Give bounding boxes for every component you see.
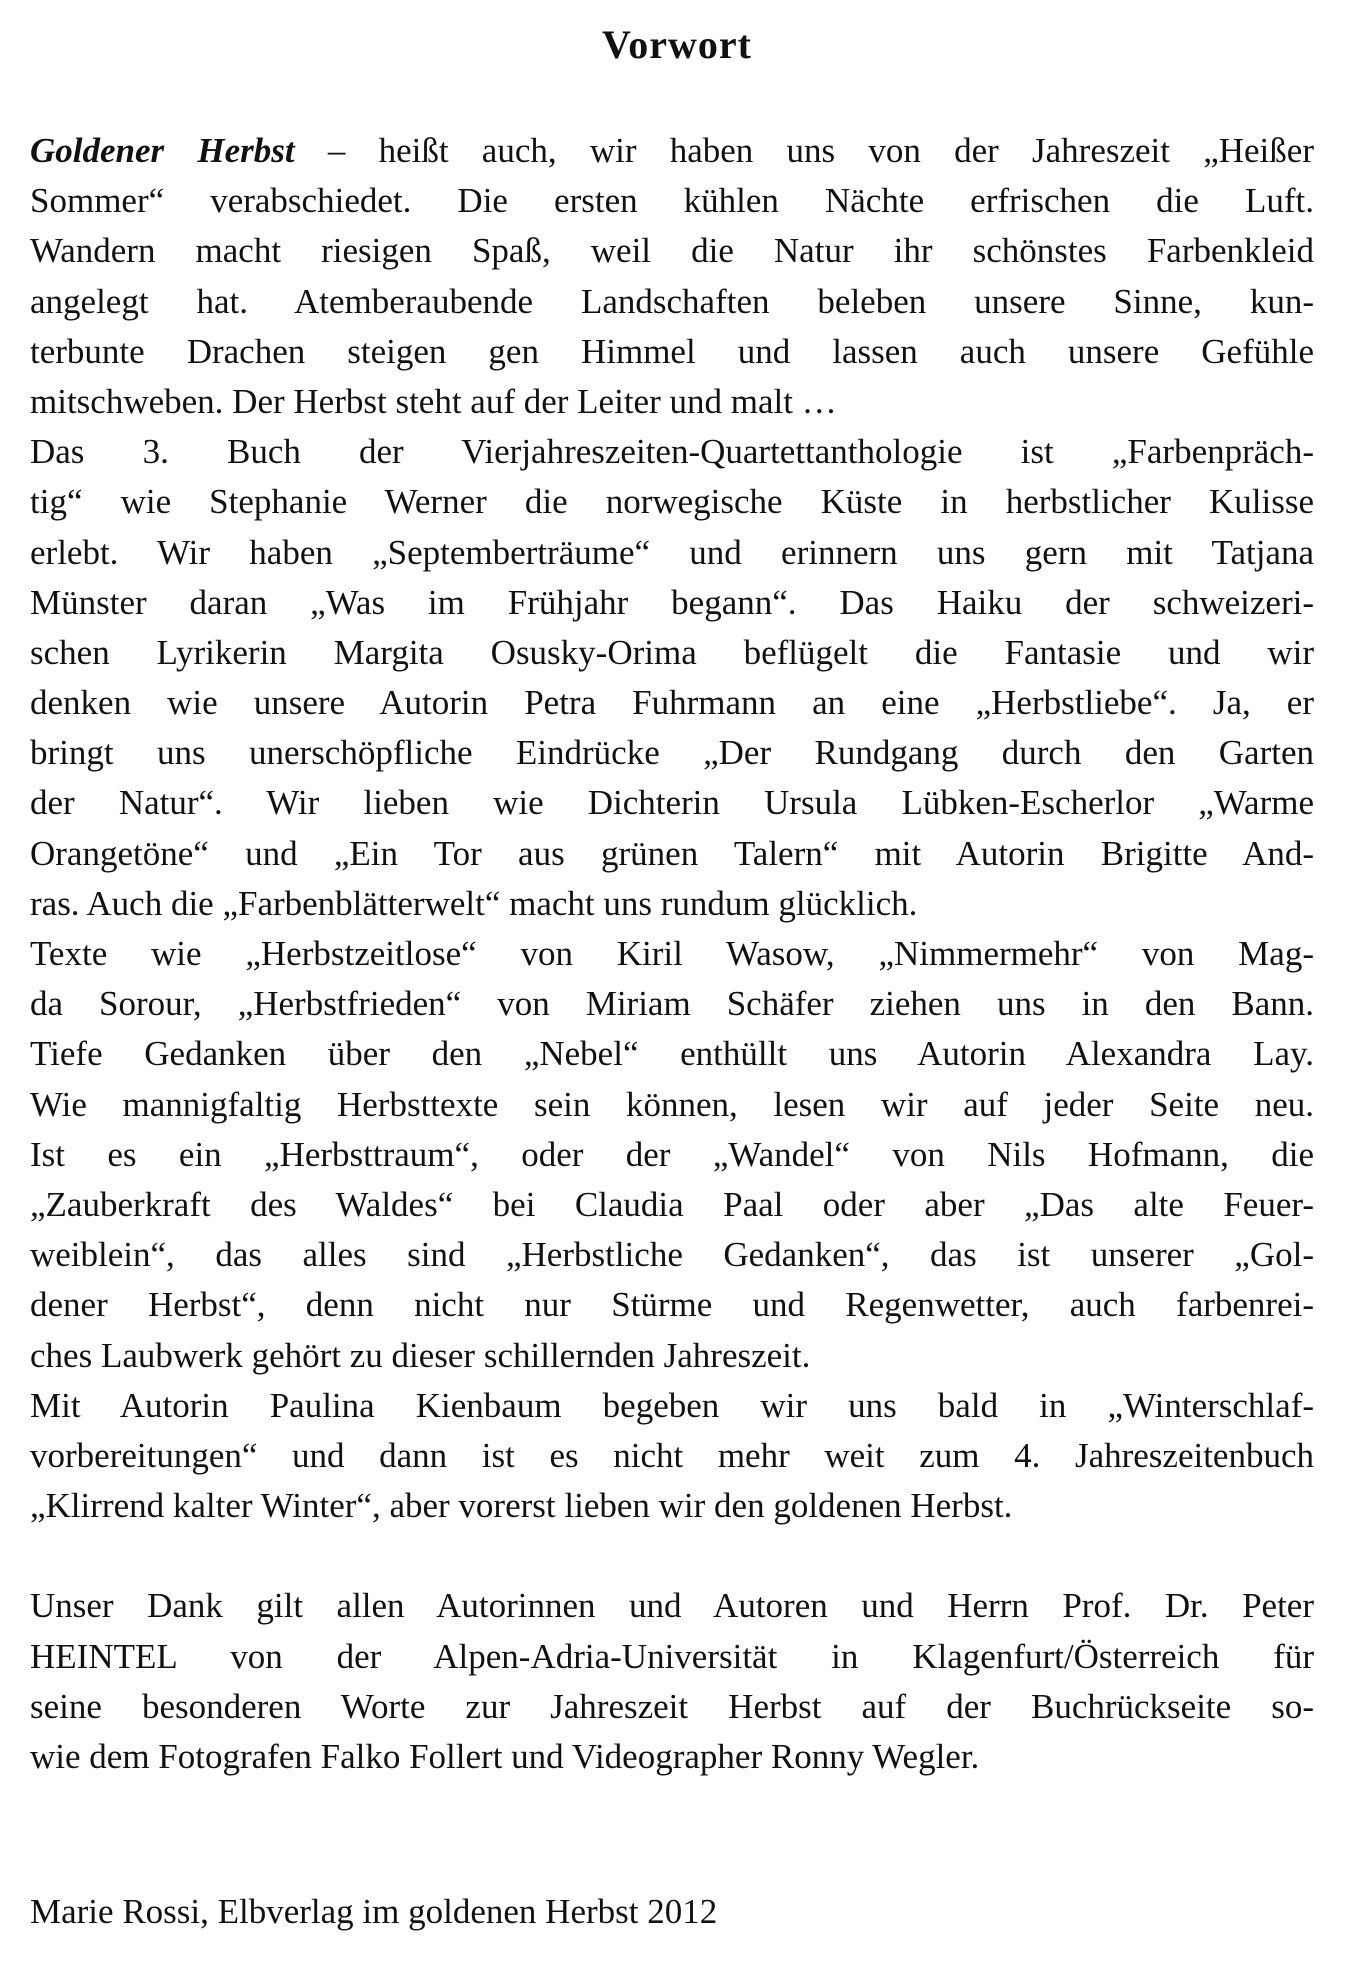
text-line: vorbereitungen“ und dann ist es nicht mehr weit zum 4. Jahreszeitenbuch [30,1435,1314,1475]
text-line: terbunte Drachen steigen gen Himmel und lassen auch unsere Gefühle [30,331,1314,371]
text-line: der Natur“. Wir lieben wie Dichterin Ursula Lübken-Escherlor „Warme [30,783,1314,823]
text-line: Mit Autorin Paulina Kienbaum begeben wir uns bald in „Winterschlaf- [30,1385,1314,1425]
text-line: „Zauberkraft des Waldes“ bei Claudia Paal oder aber „Das alte Feuer- [30,1184,1314,1224]
text-line: schen Lyrikerin Margita Osusky-Orima beflügelt die Fantasie und wir [30,632,1314,672]
document-body [30,126,1314,1937]
text-line: Das 3. Buch der Vierjahreszeiten-Quartettanthologie ist „Farbenpräch- [30,432,1314,472]
signature-line: Marie Rossi, Elbverlag im goldenen Herbst 2012 [30,1892,718,1932]
paragraph-outlook [30,1381,1314,1532]
text-line: ras. Auch die „Farbenblätterwelt“ macht uns rundum glücklich. [30,883,918,923]
text-line: Unser Dank gilt allen Autorinnen und Autoren und Herrn Prof. Dr. Peter [30,1586,1314,1626]
text-line: Sommer“ verabschiedet. Die ersten kühlen Nächte erfrischen die Luft. [30,181,1314,221]
lead-emphasis: Goldener Herbst [30,131,295,170]
text-line: Texte wie „Herbstzeitlose“ von Kiril Wasow, „Nimmermehr“ von Mag- [30,934,1314,973]
text-line: dener Herbst“, denn nicht nur Stürme und Regenwetter, auch farbenrei- [30,1285,1314,1325]
text-line: da Sorour, „Herbstfrieden“ von Miriam Schäfer ziehen uns in den Bann. [30,984,1314,1024]
text-line: bringt uns unerschöpfliche Eindrücke „Der Rundgang durch den Garten [30,733,1314,773]
text-line: Wie mannigfaltig Herbsttexte sein können, lesen wir auf jeder Seite neu. [30,1084,1314,1124]
text-line: angelegt hat. Atemberaubende Landschaften beleben unsere Sinne, kun- [30,281,1314,321]
paragraph-acknowledgements [30,1581,1314,1782]
paragraph-texts [30,929,1314,1381]
text-line: Ist es ein „Herbsttraum“, oder der „Wandel“ von Nils Hofmann, die [30,1134,1314,1174]
text-line: denken wie unsere Autorin Petra Fuhrmann an eine „Herbstliebe“. Ja, er [30,683,1314,723]
text-line: weiblein“, das alles sind „Herbstliche Gedanken“, das ist unserer „Gol- [30,1235,1314,1275]
paragraph-spacer [30,1782,1314,1887]
text-line: wie dem Fotografen Falko Follert und Videographer Ronny Wegler. [30,1737,980,1776]
text-line: ches Laubwerk gehört zu dieser schillernden Jahreszeit. [30,1335,811,1375]
paragraph-spacer [30,1531,1314,1581]
paragraph-book-contents [30,427,1314,929]
text-line: „Klirrend kalter Winter“, aber vorerst lieben wir den goldenen Herbst. [30,1486,1013,1526]
text-line: tig“ wie Stephanie Werner die norwegische Küste in herbstlicher Kulisse [30,482,1314,522]
text-line: HEINTEL von der Alpen-Adria-Universität in Klagenfurt/Österreich für [30,1636,1314,1676]
text-line: seine besonderen Worte zur Jahreszeit Herbst auf der Buchrückseite so- [30,1686,1314,1726]
text-line: Tiefe Gedanken über den „Nebel“ enthüllt uns Autorin Alexandra Lay. [30,1034,1314,1074]
signature [30,1887,1314,1937]
paragraph-intro [30,126,1314,427]
page-title: Vorwort [602,22,752,67]
text-line: mitschweben. Der Herbst steht auf der Leiter und malt … [30,381,837,421]
text-line: erlebt. Wir haben „Septemberträume“ und erinnern uns gern mit Tatjana [30,532,1314,572]
text-line: Wandern macht riesigen Spaß, weil die Natur ihr schönstes Farbenkleid [30,231,1314,271]
text-line [30,126,1314,176]
text-line: Orangetöne“ und „Ein Tor aus grünen Talern“ mit Autorin Brigitte And- [30,833,1314,873]
text-line: Münster daran „Was im Frühjahr begann“. Das Haiku der schweizeri- [30,582,1314,622]
text-fragment: – heißt auch, wir haben uns von der Jahreszeit „Heißer [294,131,1314,170]
